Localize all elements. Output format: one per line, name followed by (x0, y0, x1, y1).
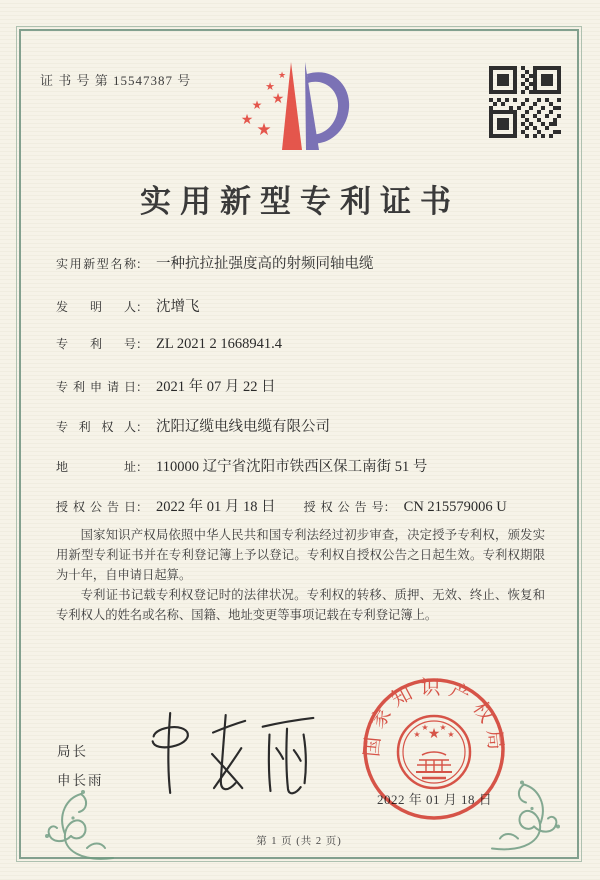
field-row-patentee (56, 415, 556, 455)
svg-text:★: ★ (265, 81, 275, 93)
field-label: 专利权人 (56, 420, 136, 434)
svg-text:★: ★ (271, 92, 285, 107)
field-row-patent-no (56, 335, 556, 375)
field-value: 沈阳辽缆电线电缆有限公司 (156, 419, 331, 435)
svg-text:★: ★ (251, 98, 263, 112)
field-value: 110000 辽宁省沈阳市铁西区保工南街 51 号 (156, 459, 428, 475)
floral-corner-ornament-left (17, 786, 117, 864)
signature-handwriting-icon (140, 706, 325, 801)
field-value: 2021 年 07 月 22 日 (156, 379, 276, 395)
field-list (56, 252, 556, 535)
field-value: 沈增飞 (156, 299, 200, 315)
field-label: 专利申请日 (56, 380, 136, 394)
svg-text:★: ★ (413, 730, 421, 739)
field-label: 实用新型名称 (56, 257, 136, 271)
field-colon: ： (136, 460, 149, 474)
field-colon: ： (136, 300, 149, 314)
field-value: 2022 年 01 月 18 日 (156, 499, 276, 515)
field-colon: ： (136, 380, 149, 394)
legal-text (56, 525, 545, 625)
certificate-number: 证 书 号 第 15547387 号 (40, 73, 192, 88)
certificate-title: 实用新型专利证书 (140, 184, 460, 219)
field-label: 发明人 (56, 300, 136, 314)
field-row-address (56, 455, 556, 495)
field-colon: ： (136, 420, 149, 434)
seal-date: 2022 年 01 月 18 日 (377, 792, 493, 807)
page-number: 第 1 页 (共 2 页) (256, 836, 342, 847)
svg-text:★: ★ (256, 120, 272, 139)
field-label: 授权公告号 (303, 500, 384, 514)
field-label: 地址 (56, 460, 136, 474)
field-label: 授权公告日 (56, 500, 136, 514)
cnipa-logo-icon (233, 56, 363, 168)
qr-code (487, 64, 563, 140)
field-colon: ： (136, 257, 149, 271)
field-value: ZL 2021 2 1668941.4 (156, 336, 282, 352)
national-emblem-icon (398, 716, 470, 788)
svg-text:★: ★ (277, 70, 287, 80)
paragraph-grant: 国家知识产权局依照中华人民共和国专利法经过初步审查，决定授予专利权，颁发实用新型专利证书并在专利登记簿上予以登记。专利权自授权公告之日起生效。专利权期限为十年，自申请日起算。 (56, 528, 545, 582)
field-value: CN 215579006 U (403, 499, 507, 515)
paragraph-register: 专利证书记载专利权登记时的法律状况。专利权的转移、质押、无效、终止、恢复和专利权人的姓名或名称、国籍、地址变更等事项记载在专利登记簿上。 (56, 588, 545, 622)
field-label: 专利号 (56, 337, 136, 351)
field-row-filing-date (56, 375, 556, 415)
seal-arc-text: 国家知识产权局 (361, 677, 507, 758)
officer-name: 申长雨 (57, 773, 104, 788)
field-row-inventor (56, 295, 556, 335)
field-colon: ： (383, 500, 396, 514)
field-colon: ： (136, 337, 149, 351)
floral-corner-ornament-right (488, 768, 588, 863)
field-colon: ： (136, 500, 149, 514)
svg-text:★: ★ (447, 730, 455, 739)
svg-text:★: ★ (427, 726, 441, 742)
svg-text:★: ★ (240, 113, 254, 128)
field-row-name (56, 252, 556, 295)
svg-text:★: ★ (421, 723, 429, 732)
officer-title: 局长 (57, 744, 88, 759)
svg-text:★: ★ (439, 723, 447, 732)
field-value: 一种抗拉扯强度高的射频同轴电缆 (156, 256, 374, 272)
